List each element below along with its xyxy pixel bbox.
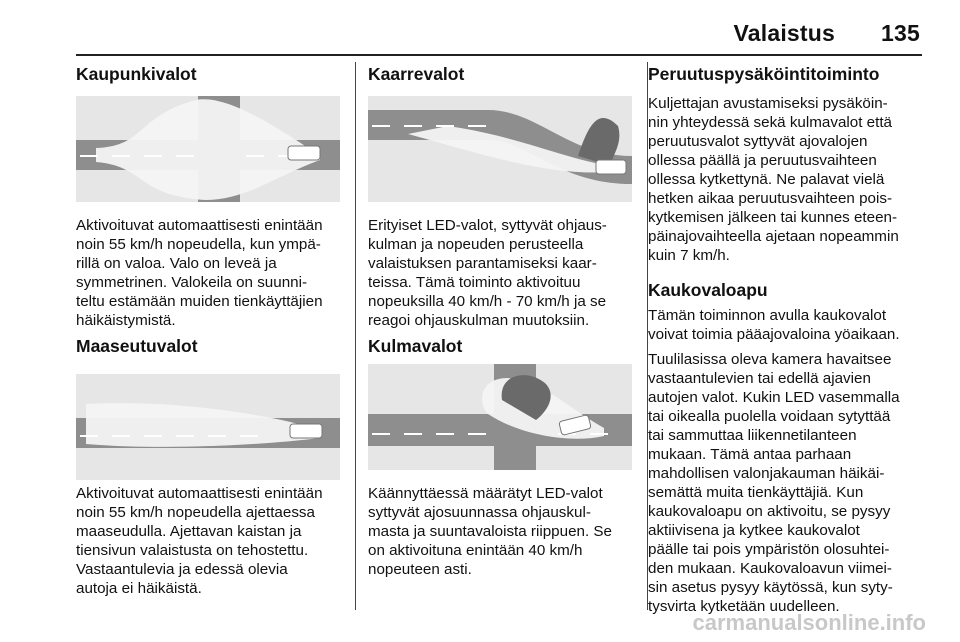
city-lights-heading: Kaupunkivalot <box>76 64 197 84</box>
country-lights-text: Aktivoituvat automaattisesti enintään noin 55 km/h nopeudella ajettaessa maaseudulla. Ajettavan kaistan ja tiensivun valaistusta on tehostettu. Vastaantulevia ja edessä olevia autoja ei häikäistä. <box>76 485 323 597</box>
high-beam-assist-heading: Kaukovaloapu <box>648 280 768 300</box>
corner-lights-heading: Kulmavalot <box>368 336 463 356</box>
curve-lights-illustration <box>368 96 632 202</box>
city-lights-text: Aktivoituvat automaattisesti enintään noin 55 km/h nopeudella, kun ympä- rillä on valoa. Valo on leveä ja symmetrinen. Valokeila on suunni- teltu estämään muiden tienkäyttäjien häikäistymistä. <box>76 217 323 329</box>
high-beam-text-block-1 <box>648 306 900 344</box>
section-title: Valaistus <box>733 20 836 46</box>
country-lights-heading: Maaseutuvalot <box>76 336 198 356</box>
country-lights-text-block <box>76 484 323 598</box>
page-number: 135 <box>881 20 920 46</box>
high-beam-text-block-2 <box>648 350 900 616</box>
high-beam-text-2: Tuulilasissa oleva kamera havaitsee vastaantulevien tai edellä ajavien autojen valot. Kukin LED vasemmalla tai oikealla puolella voidaan sytyttää tai sammuttaa liikennetilanteen mukaan. Tämä antaa parhaan mahdollisen valonjakauman häikäi- semättä muita tienkäyttäjiä. Kun kaukovaloapu on aktivoitu, se pysyy aktiivisena ja kytkee kaukovalot päälle tai pois ympäristön olosuhtei- den mukaan. Kaukovaloavun viimei- sin asetus pysyy käytössä, kun syty- tysvirta kytketään uudelleen. <box>648 351 900 615</box>
city-lights-text-block <box>76 216 323 330</box>
corner-lights-illustration <box>368 364 632 470</box>
header-divider <box>76 54 922 56</box>
reverse-parking-section <box>648 62 879 86</box>
curve-lights-text-block <box>368 216 607 330</box>
reverse-parking-text: Kuljettajan avustamiseksi pysäköin- nin yhteydessä sekä kulmavalot että peruutusvalot syttyvät ajovalojen ollessa päällä ja peruutusvaihteen ollessa kytkettynä. Ne palavat vielä hetken aikaa peruutusvaihteen pois- kytkemisen jälkeen tai kunnes eteen- päinajovaihteella ajetaan nopeammin kuin 7 km/h. <box>648 95 899 264</box>
curve-lights-heading: Kaarrevalot <box>368 64 465 84</box>
corner-lights-text-block <box>368 484 612 579</box>
city-lights-illustration <box>76 96 340 202</box>
reverse-parking-text-block <box>648 94 899 265</box>
column-divider-1 <box>355 62 356 610</box>
city-lights-section <box>76 62 197 86</box>
reverse-parking-heading: Peruutuspysäköintitoiminto <box>648 64 880 84</box>
curve-lights-section <box>368 62 464 86</box>
watermark: carmanualsonline.info <box>692 610 926 635</box>
corner-lights-text: Käännyttäessä määrätyt LED-valot syttyvät ajosuunnassa ohjauskul- masta ja suuntavaloista riippuen. Se on aktivoituna enintään 40 km/h nopeuteen asti. <box>368 485 612 578</box>
corner-lights-section <box>368 334 462 358</box>
country-lights-illustration <box>76 374 340 480</box>
curve-lights-text: Erityiset LED-valot, syttyvät ohjaus- kulman ja nopeuden perusteella valaistuksen parantamiseksi kaar- teissa. Tämä toiminto aktivoituu nopeuksilla 40 km/h - 70 km/h ja se reagoi ohjauskulman muutoksiin. <box>368 217 607 329</box>
country-lights-section <box>76 334 198 358</box>
page-header <box>733 20 920 47</box>
high-beam-assist-section <box>648 278 768 302</box>
high-beam-text-1: Tämän toiminnon avulla kaukovalot voivat toimia pääajovaloina yöaikaan. <box>648 307 900 343</box>
